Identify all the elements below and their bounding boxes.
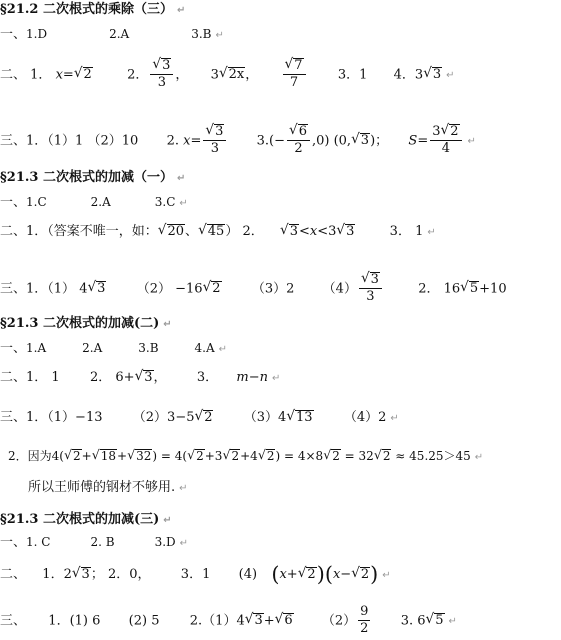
answer-row-s4-r1: 一、1. C 2. B 3.D ↵ xyxy=(0,535,189,550)
answer-row-s3-r2: 二、1． 1 2． 6+ √ 3 ， 3． m−n ↵ xyxy=(0,368,281,386)
answer-row-s4-r3: 三、 1．(1) 6 (2) 5 2.（1）4 √ 3 + √ 6 （2） $\frac{9}{2}$ 3. 6 √ 5 ↵ xyxy=(0,604,457,637)
answer-row-s3-r1: 一、1.A 2.A 3.B 4.A ↵ xyxy=(0,341,228,356)
answer-row-s2-r3: 三、1．（1） 4 √ 3 （2） −16 √ 2 （3）2 （4） √ 3 3 2． 16 √ 5 +10 xyxy=(0,270,507,305)
answer-row-s3-r3: 三、1．（1）−13 （2）3−5 √ 2 （3）4 √ 13 （4）2 ↵ xyxy=(0,408,399,426)
section-title-21-2-3: §21.2 二次根式的乘除（三） ↵ xyxy=(0,2,186,17)
answer-row-s1-r2: 二、 1． x= √ 2 2． √ 3 3 ， 3 √ 2x ， √ 7 7 3．1 4．3 √ 3 ↵ xyxy=(0,56,455,91)
answer-row-s2-r2: 二、1．（答案不唯一，如： √ 20 、 √ 45 ） 2． √ 3 <x<3 √ 3 3． 1 ↵ xyxy=(0,222,436,240)
answer-row-s4-r2: 二、 1．2 √ 3 ； 2．0， 3．1 (4) (x+ √ 2 )(x− √ 2 ) ↵ xyxy=(0,562,391,586)
section-title-21-3-2: §21.3 二次根式的加减(二) ↵ xyxy=(0,316,172,331)
fraction: √ 3 3 xyxy=(150,58,173,92)
answer-row-s1-r1: 一、1.D 2.A 3.B ↵ xyxy=(0,27,224,42)
answer-row-s3-r4: 2．因为4( √ 2 + √ 18 + √ 32 ) = 4( √ 2 +3 √ 2 +4 √ 2 ) = 4×8 √ 2 = 32 √ 2 ≈ 45.25＞45 ↵ xyxy=(8,447,484,464)
section-title-21-3-3: §21.3 二次根式的加减(三) ↵ xyxy=(0,512,172,527)
paragraph-mark: ↵ xyxy=(177,5,186,16)
answer-row-s1-r3: 三、1．（1）1 （2）10 2. x= √ 3 3 3.(− √ 6 2 ,0) (0, √ 3 )； S= 3 √ 2 4 ↵ xyxy=(0,122,476,157)
answer-row-s2-r1: 一、1.C 2.A 3.C ↵ xyxy=(0,195,188,210)
section-title-21-3-1: §21.3 二次根式的加减（一） ↵ xyxy=(0,170,186,185)
answer-row-s3-r5: 所以王师傅的钢材不够用. ↵ xyxy=(28,480,188,495)
sqrt: √ 2 xyxy=(73,65,92,83)
